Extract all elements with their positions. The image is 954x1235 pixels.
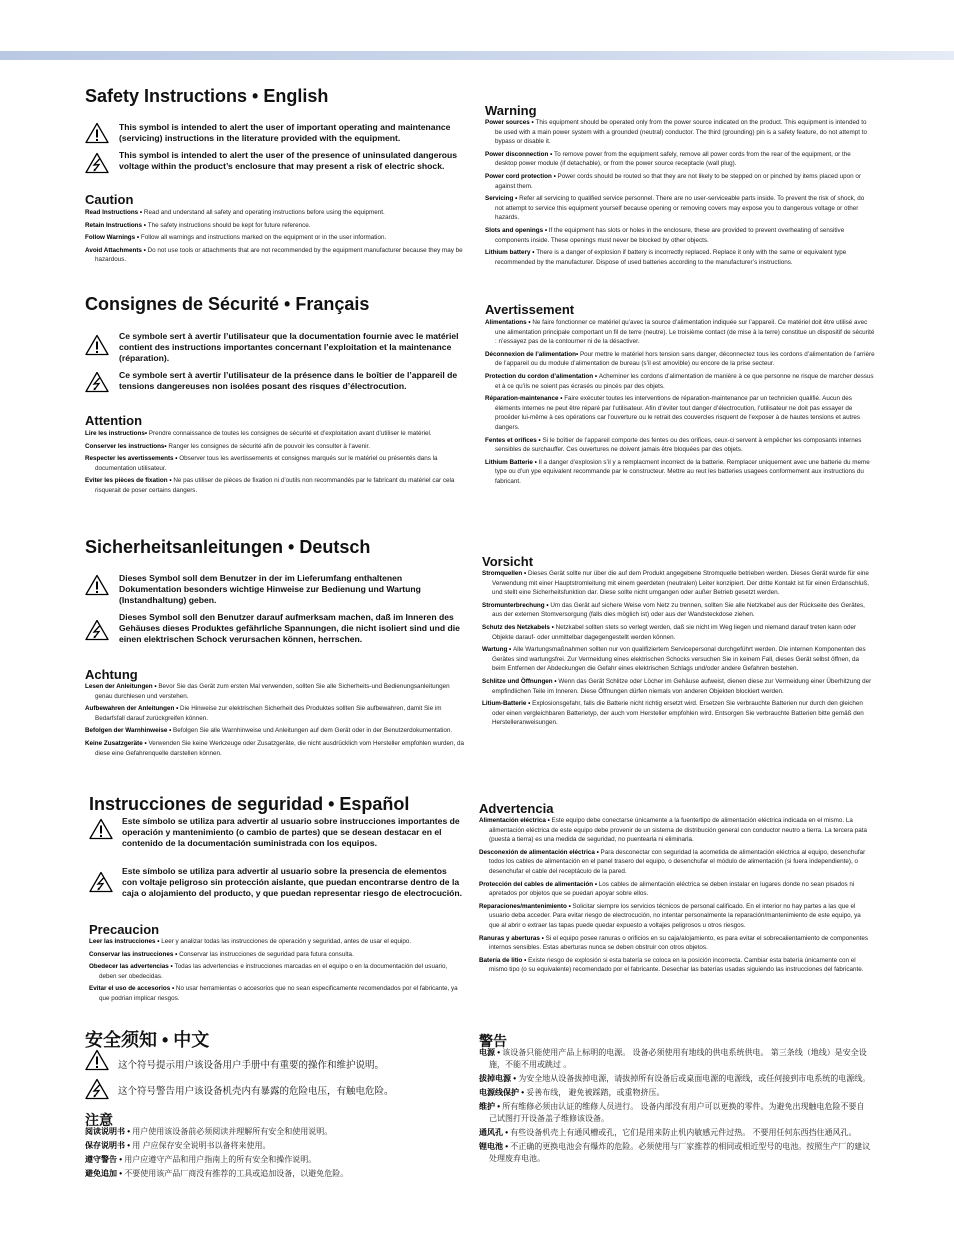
caution-triangle-icon <box>85 122 109 144</box>
shock-symbol-text: This symbol is intended to alert the user of the presence of uninsulated dangerous voltage within the product’s enclosure that may present a risk of electric shock. <box>119 150 458 171</box>
section-title-english: Safety Instructions • English <box>85 86 329 106</box>
item-text: Los cables de alimentación eléctrica se deben instalar en lugares donde no sean pisados ni apretados por objetos que se puedan apoyar sobre ellos. <box>489 880 855 898</box>
item-text: Netzkabel sollten stets so verlegt werden, daß sie nicht im Weg liegen und niemand darauf treten kann oder Objekte darauf- oder unmittelbar dagegengestellt werden können. <box>492 623 857 641</box>
list-item <box>479 934 871 953</box>
list-item <box>479 956 871 975</box>
item-text: Acheminer les cordons d’alimentation de manière à ce que personne ne risque de marcher dessus et à ce qu’ils ne soient pas écrasés ou pincés par des objets. <box>495 372 874 390</box>
list-item <box>485 118 873 147</box>
item-text: If the equipment has slots or holes in the enclosure, these are provided to prevent overheating of sensitive components inside. These openings must never be blocked by other objects. <box>495 226 845 244</box>
attention-list <box>85 429 465 499</box>
list-item <box>479 1101 871 1125</box>
list-item <box>85 233 465 243</box>
item-label: 通风孔 • <box>479 1128 511 1137</box>
item-text: Existe riesgo de explosión si esta batería se coloca en la posición incorrecta. Cambiar esta batería únicamente con el mismo tipo (o su equivalente) recomendado por el fabricante. Desechar las baterías usadas siguiendo las instrucciones del fabricante. <box>489 956 864 974</box>
caution-heading: Caution <box>85 192 134 207</box>
item-label: Fentes et orifices • <box>485 436 543 444</box>
list-item <box>479 902 871 931</box>
item-label: 遵守警告 • <box>85 1155 125 1164</box>
caution-symbol-text: This symbol is intended to alert the user of important operating and maintenance (servicing) instructions in the literature provided with the equipment. <box>119 122 451 143</box>
shock-symbol-text: Dieses Symbol soll den Benutzer darauf aufmerksam machen, daß im Inneren des Gehäuses dieses Produktes gefährliche Spannungen, die nicht isoliert sind und die einen elektrischen Schock verursachen können, herrschen. <box>119 612 460 644</box>
item-text: 用户使用该设备前必须阅读并理解所有安全和使用说明。 <box>132 1127 333 1136</box>
item-text: There is a danger of explosion if battery is incorrectly replaced. Replace it only with the same or equivalent type recommended by the manufacturer. Dispose of used batteries according to the manufacturer’s instructions. <box>495 249 847 266</box>
list-item <box>479 1087 871 1099</box>
item-label: Alimentación eléctrica • <box>479 817 552 824</box>
item-text: Wenn das Gerät Schlitze oder Löcher im Gehäuse aufweist, dienen diese zur Vermeidung einer Überhitzung der empfindlichen Teile im Inneren. Diese Öffnungen dürfen niemals von anderen Objekten blockiert werden. <box>492 677 872 695</box>
item-label: 避免追加 • <box>85 1169 125 1178</box>
vorsicht-list <box>482 569 872 731</box>
section-title-chinese: 安全须知 • 中文 <box>85 1030 210 1050</box>
list-item <box>479 1073 871 1085</box>
item-label: Conserver les instructions• <box>85 442 169 450</box>
list-item <box>85 682 465 701</box>
item-label: Lithium battery • <box>485 249 537 257</box>
list-item <box>485 248 873 267</box>
item-label: Servicing • <box>485 195 520 203</box>
item-label: Lesen der Anleitungen • <box>85 683 159 690</box>
list-item <box>89 937 464 947</box>
item-label: Aufbewahren der Anleitungen • <box>85 705 181 713</box>
item-label: Leer las instrucciones • <box>89 938 162 945</box>
section-title-german: Sicherheitsanleitungen • Deutsch <box>85 537 371 557</box>
caution-symbol-text: Este símbolo se utiliza para advertir al usuario sobre instrucciones importantes de operación y mantenimiento (o cambio de partes) que se desean destacar en el contenido de la documentación suministrada con los equipos. <box>122 816 460 848</box>
item-text: 用 户应保存安全说明书以备将来使用。 <box>132 1141 271 1150</box>
item-text: To remove power from the equipment safely, remove all power cords from the rear of the equipment, or the desktop power module (if detachable), or from the power source receptacle (wall plug). <box>495 150 851 168</box>
section-title-french: Consignes de Sécurité • Français <box>85 294 370 314</box>
list-item <box>485 318 875 347</box>
list-item <box>482 623 872 642</box>
list-item <box>85 429 465 439</box>
item-text: Read and understand all safety and operating instructions before using the equipment. <box>143 209 385 216</box>
item-text: 不要使用该产品厂商没有推荐的工具或追加设备，以避免危险。 <box>124 1169 349 1178</box>
list-item <box>485 226 873 245</box>
list-item <box>85 476 465 495</box>
item-label: 阅读说明书 • <box>85 1127 133 1136</box>
item-label: Slots and openings • <box>485 226 549 234</box>
notice-list <box>85 1126 465 1182</box>
item-text: Este equipo debe conectarse únicamente a la fuente/tipo de alimentación eléctrica indicada en el mismo. La alimentación eléctrica de este equipo debe provenir de un sistema de distribución general con conductor neutro a tierra. La tercera pata (puesta a tierra) es una medida de seguridad, no puentearla ni eliminarla. <box>489 817 868 844</box>
item-label: Follow Warnings • <box>85 234 141 242</box>
item-label: Obedecer las advertencias • <box>89 963 175 971</box>
item-label: Wartung • <box>482 646 514 654</box>
electric-shock-triangle-icon <box>85 152 109 174</box>
vorsicht-heading: Vorsicht <box>482 554 534 569</box>
item-label: Protección del cables de alimentación • <box>479 880 599 888</box>
list-item <box>482 699 872 728</box>
list-item <box>85 208 465 218</box>
precaucion-list <box>89 937 464 1007</box>
item-text: 妥善布线， 避免被踩踏，或重物挤压。 <box>526 1088 665 1097</box>
notice-heading: 注意 <box>85 1112 113 1128</box>
item-label: 保存说明书 • <box>85 1141 133 1150</box>
item-label: Déconnexion de l’alimentation• <box>485 350 580 358</box>
item-text: Um das Gerät auf sichere Weise vom Netz zu trennen, sollten Sie alle Netzkabel aus der Rückseite des Gerätes, aus der externen Stomversorgung (falls dies möglich ist) oder aus der Wandsteckdose ziehen. <box>492 601 865 619</box>
item-label: Befolgen der Warnhinweise • <box>85 727 174 735</box>
warn-heading: 警告 <box>479 1033 507 1049</box>
item-label: Power disconnection • <box>485 150 555 158</box>
item-label: Réparation-maintenance • <box>485 395 565 403</box>
list-item <box>85 726 465 736</box>
item-label: Schlitze und Öffnungen • <box>482 677 559 685</box>
avertissement-heading: Avertissement <box>485 302 575 317</box>
warning-heading: Warning <box>485 103 537 118</box>
achtung-list <box>85 682 465 761</box>
item-label: Desconexión de alimentación eléctrica • <box>479 848 601 856</box>
caution-triangle-icon <box>85 574 109 596</box>
list-item <box>485 436 875 455</box>
list-item <box>85 739 465 758</box>
warn-list <box>479 1047 871 1167</box>
section-title-spanish: Instrucciones de seguridad • Español <box>89 794 410 814</box>
item-text: Do not use tools or attachments that are not recommended by the equipment manufacturer because they may be hazardous. <box>95 246 463 264</box>
item-text: 为安全地从设备拔掉电源，请拔掉所有设备后或桌面电源的电源线，或任何接到市电系统的电源线。 <box>518 1074 871 1083</box>
item-text: Si el equipo posee ranuras o orificios en su caja/alojamiento, es para evitar el sobrecalientamiento de componentes internos sensibles. Estas aberturas nunca se deben obstruir con otros objetos. <box>489 934 868 952</box>
list-item <box>479 880 871 899</box>
list-item <box>85 442 465 452</box>
shock-symbol-text: 这个符号警告用户该设备机壳内有暴露的危险电压，有触电危险。 <box>118 1086 394 1097</box>
list-item <box>85 246 465 265</box>
electric-shock-triangle-icon <box>85 1078 109 1100</box>
list-item <box>482 677 872 696</box>
list-item <box>482 645 872 674</box>
caution-list <box>85 208 465 268</box>
item-text: 有些设备机壳上有通风槽或孔，它们是用来防止机内敏感元件过热。 不要用任何东西挡住通风孔。 <box>510 1128 857 1137</box>
item-label: Keine Zusatzgeräte • <box>85 739 149 747</box>
advertencia-list <box>479 816 871 978</box>
list-item <box>485 458 875 487</box>
item-text: Refer all servicing to qualified service personnel. There are no user-serviceable parts inside. To prevent the risk of shock, do not attempt to service this equipment yourself because opening or removing covers may expose you to dangerous voltage or other hazards. <box>495 195 865 222</box>
item-text: Conservar las instrucciones de seguridad para futura consulta. <box>179 950 354 958</box>
item-label: Alimentations • <box>485 319 533 326</box>
item-label: 维护 • <box>479 1102 503 1111</box>
item-text: Todas las advertencias e instrucciones marcadas en el equipo o en la documentación del usuario, deben ser obedecidas. <box>99 963 448 980</box>
item-label: Power cord protection • <box>485 172 558 180</box>
list-item <box>479 1141 871 1165</box>
avertissement-list <box>485 318 875 490</box>
header-bar <box>0 51 954 60</box>
precaucion-heading: Precaucion <box>89 922 160 937</box>
item-label: Schutz des Netzkabels • <box>482 623 556 631</box>
item-text: Si le boîtier de l’appareil comporte des fentes ou des orifices, ceux-ci servent à empêcher les composants internes sensibles de surchauffer. Ces ouvertures ne doivent jamais être bloquées par des objets. <box>495 436 862 454</box>
item-text: Prendre connaissance de toutes les consignes de sécurité et d’exploitation avant d’utiliser le matériel. <box>148 430 432 437</box>
item-text: The safety instructions should be kept for future reference. <box>147 221 311 229</box>
item-text: 所有维修必须由认证的维修人员进行。 设备内部没有用户可以更换的零件。为避免出现触电危险不要自己试图打开设备盖子维修该设备。 <box>489 1102 865 1123</box>
item-label: Lire les instructions• <box>85 430 149 437</box>
item-text: Alle Wartungsmaßnahmen sollten nur von qualifiziertem Servicepersonal durchgeführt werden. Die internen Komponenten des Gerätes sind wartungsfrei. Zur Vermeidung eines elektrischen Schocks versuchen Sie in keinem Fall, dieses Gerät selbst öffnen, da beim Entfernen der Abdeckungen die Gefahr eines elektrischen Schlags und/oder andere Gefahren bestehen. <box>492 646 866 673</box>
list-item <box>482 569 872 598</box>
item-label: Power sources • <box>485 119 536 126</box>
caution-symbol-text: Ce symbole sert à avertir l’utilisateur que la documentation fournie avec le matériel contient des instructions importantes concernant l’exploitation et la maintenance (réparation). <box>119 331 459 363</box>
list-item <box>85 221 465 231</box>
item-text: Ne pas utiliser de pièces de fixation ni d’outils non recommandés par le fabricant du matériel car cela risquerait de poser certains dangers. <box>95 477 455 494</box>
achtung-heading: Achtung <box>85 667 138 682</box>
list-item <box>485 172 873 191</box>
electric-shock-triangle-icon <box>85 371 109 393</box>
item-text: Observer tous les avertissements et consignes marqués sur le matériel ou présentés dans la documentation utilisateur. <box>95 455 438 472</box>
item-text: 该设备只能使用产品上标明的电源。 设备必须使用有地线的供电系统供电。 第三条线（地线）是安全设施，不能不用或跳过 。 <box>489 1048 867 1069</box>
item-text: This equipment should be operated only from the power source indicated on the product. This equipment is intended to be used with a main power system with a grounded (neutral) conductor. The third (grounding) pin is a safety feature, do not attempt to bypass or disable it. <box>495 119 867 146</box>
item-label: Evitar el uso de accesorios • <box>89 985 176 993</box>
item-label: Read Instructions • <box>85 209 144 216</box>
item-text: Faire exécuter toutes les interventions de réparation-maintenance par un technicien qualifié. Aucun des éléments internes ne peut être réparé par l’utilisateur. Afin d’éviter tout danger d’électrocution, l’utilisateur ne doit pas essayer de procéder lui-même à ces opérations car l’ouverture ou le retrait des couvercles risquent de l’exposer à de hautes tensions et autres dangers. <box>495 395 861 431</box>
item-label: 锂电池 • <box>479 1142 511 1151</box>
item-label: Respecter les avertissements • <box>85 455 180 463</box>
item-text: Solicitar siempre los servicios técnicos de personal calificado. En el interior no hay partes a las que el usuario deba acceder. Para evitar riesgo de electrocución, no intentar personalmente la reparación/mantenimiento de este equipo, ya que al abrir o extraer las tapas puede quedar expuesto a voltajes peligrosos u otros riesgos. <box>489 902 861 929</box>
item-label: Litium-Batterie • <box>482 700 533 708</box>
list-item <box>85 704 465 723</box>
item-label: Eviter les pièces de fixation • <box>85 477 174 485</box>
advertencia-heading: Advertencia <box>479 801 554 816</box>
item-text: No usar herramientas o accesorios que no sean especificamente recomendados por el fabricante, ya que podrian implicar riesgos. <box>99 985 458 1002</box>
list-item <box>85 1168 465 1180</box>
item-label: Stromquellen • <box>482 570 528 577</box>
list-item <box>479 816 871 845</box>
list-item <box>89 950 464 960</box>
list-item <box>89 984 464 1003</box>
list-item <box>485 194 873 223</box>
item-text: 用户应遵守产品和用户指南上的所有安全和操作说明。 <box>124 1155 317 1164</box>
item-label: Lithium Batterie • <box>485 458 539 466</box>
electric-shock-triangle-icon <box>85 619 109 641</box>
list-item <box>85 1140 465 1152</box>
item-label: 电源 • <box>479 1048 503 1057</box>
item-text: Pour mettre le matériel hors tension sans danger, déconnectez tous les cordons d’alimentation de l’arrière de l’appareil ou du module d’alimentation de bureau (s’il est amovible) ou encore de la prise secteur. <box>495 350 875 368</box>
item-text: Power cords should be routed so that they are not likely to be stepped on or pinched by items placed upon or against them. <box>495 172 862 190</box>
caution-symbol-text: 这个符号提示用户该设备用户手册中有重要的操作和维护说明。 <box>118 1060 385 1071</box>
shock-symbol-text: Este símbolo se utiliza para advertir al usuario sobre la presencia de elementos con voltaje peligroso sin protección aislante, que puedan encontrarse dentro de la caja o alojamiento del producto, y que puedan representar riesgo de electrocución. <box>122 866 463 898</box>
item-text: Bevor Sie das Gerät zum ersten Mal verwenden, sollten Sie alle Sicherheits-und Bedienungsanleitungen genau durchlesen und verstehen. <box>95 683 450 700</box>
item-label: Retain Instructions • <box>85 221 148 229</box>
list-item <box>479 848 871 877</box>
item-text: Ranger les consignes de sécurité afin de pouvoir les consulter à l’avenir. <box>168 442 371 450</box>
item-label: Reparaciones/mantenimiento • <box>479 902 573 910</box>
item-text: Il a danger d’explosion s’il y a remplacment incorrect de la batterie. Remplacer uniquement avec une batterie du meme type ou d’un ype equivalent recommande par le constructeur. Mettre au reut les batteries usagees conformement aux instructions du fabricant. <box>495 458 870 485</box>
item-label: 电源线保护 • <box>479 1088 527 1097</box>
item-text: Verwenden Sie keine Werkzeuge oder Zusatzgeräte, die nicht ausdrücklich vom Hersteller empfohlen wurden, da diese eine Gefahrenquelle darstellen können. <box>95 739 465 757</box>
list-item <box>85 1154 465 1166</box>
list-item <box>89 962 464 981</box>
attention-heading: Attention <box>85 413 143 428</box>
item-text: Dieses Gerät sollte nur über die auf dem Produkt angegebene Stromquelle betrieben werden. Dieses Gerät wurde für eine Verwendung mit einer Hauptstromleitung mit einem geerdeten (neutralen) Leiter konzipiert. Der dritte Kontakt ist für einen Erdanschluß, und stellt eine Sicherheitsfunktion dar. Diese sollte nicht umgangen oder außer Betrieb gesetzt werden. <box>492 570 869 597</box>
list-item <box>479 1127 871 1139</box>
list-item <box>485 394 875 432</box>
list-item <box>485 350 875 369</box>
item-label: Ranuras y aberturas • <box>479 934 546 942</box>
item-text: Explosionsgefahr, falls die Batterie nicht richtig ersetzt wird. Ersetzen Sie verbrauchte Batterien nur durch den gleichen oder einen vergleichbaren Batterietyp, der auch vom Hersteller empfohlen wird. Entsorgen Sie verbrauchte Batterien bitte gemäß den Herstelleranweisungen. <box>492 700 864 727</box>
item-text: Ne faire fonctionner ce matériel qu’avec la source d’alimentation indiquée sur l’appareil. Ce matériel doit être utilisé avec une alimentation principale comportant un fil de terre (neutre). Le troisième contact (de mise à la terre) constitue un dispositif de sécurité : n’essayez pas de la contourner ni de la désactiver. <box>495 319 875 346</box>
caution-triangle-icon <box>89 818 113 840</box>
electric-shock-triangle-icon <box>89 871 113 893</box>
warning-list <box>485 118 873 270</box>
item-text: Leer y analizar todas las instrucciones de operación y seguridad, antes de usar el equipo. <box>161 938 412 945</box>
caution-symbol-text: Dieses Symbol soll dem Benutzer in der im Lieferumfang enthaltenen Dokumentation besonders wichtige Hinweise zur Bedienung und Wartung (Instandhaltung) geben. <box>119 573 421 605</box>
item-text: Para desconectar con seguridad la acometida de alimentación eléctrica al equipo, desenchufar todos los cables de alimentación en el panel trasero del equipo, o desenchufar el módulo de alimentación (si fuera independiente), o desenchufar el cable del receptáculo de la pared. <box>489 848 866 875</box>
caution-triangle-icon <box>85 1049 109 1071</box>
list-item <box>485 150 873 169</box>
list-item <box>85 1126 465 1138</box>
item-text: Follow all warnings and instructions marked on the equipment or in the user information. <box>140 234 387 242</box>
item-label: Conservar las instrucciones • <box>89 950 180 958</box>
item-label: Stromunterbrechung • <box>482 601 551 609</box>
item-label: Avoid Attachments • <box>85 246 148 254</box>
caution-triangle-icon <box>85 334 109 356</box>
item-text: 不正确的更换电池会有爆炸的危险。必须使用与厂家推荐的相同或相近型号的电池。按照生产厂的建议处理废弃电池。 <box>489 1142 871 1163</box>
list-item <box>85 454 465 473</box>
item-label: 拔掉电源 • <box>479 1074 519 1083</box>
list-item <box>479 1047 871 1071</box>
shock-symbol-text: Ce symbole sert à avertir l’utilisateur de la présence dans le boîtier de l’appareil de tensions dangereuses non isolées posant des risques d’électrocution. <box>119 370 458 391</box>
item-label: Protection du cordon d’alimentation • <box>485 372 599 380</box>
item-label: Batería de litio • <box>479 956 529 964</box>
item-text: Befolgen Sie alle Warnhinweise und Anleitungen auf dem Gerät oder in der Benutzerdokumentation. <box>173 727 453 735</box>
list-item <box>485 372 875 391</box>
list-item <box>482 601 872 620</box>
item-text: Die Hinweise zur elektrischen Sicherheit des Produktes sollten Sie aufbewahren, damit Sie im Bedarfsfall darauf zurückgreifen können. <box>95 705 442 722</box>
